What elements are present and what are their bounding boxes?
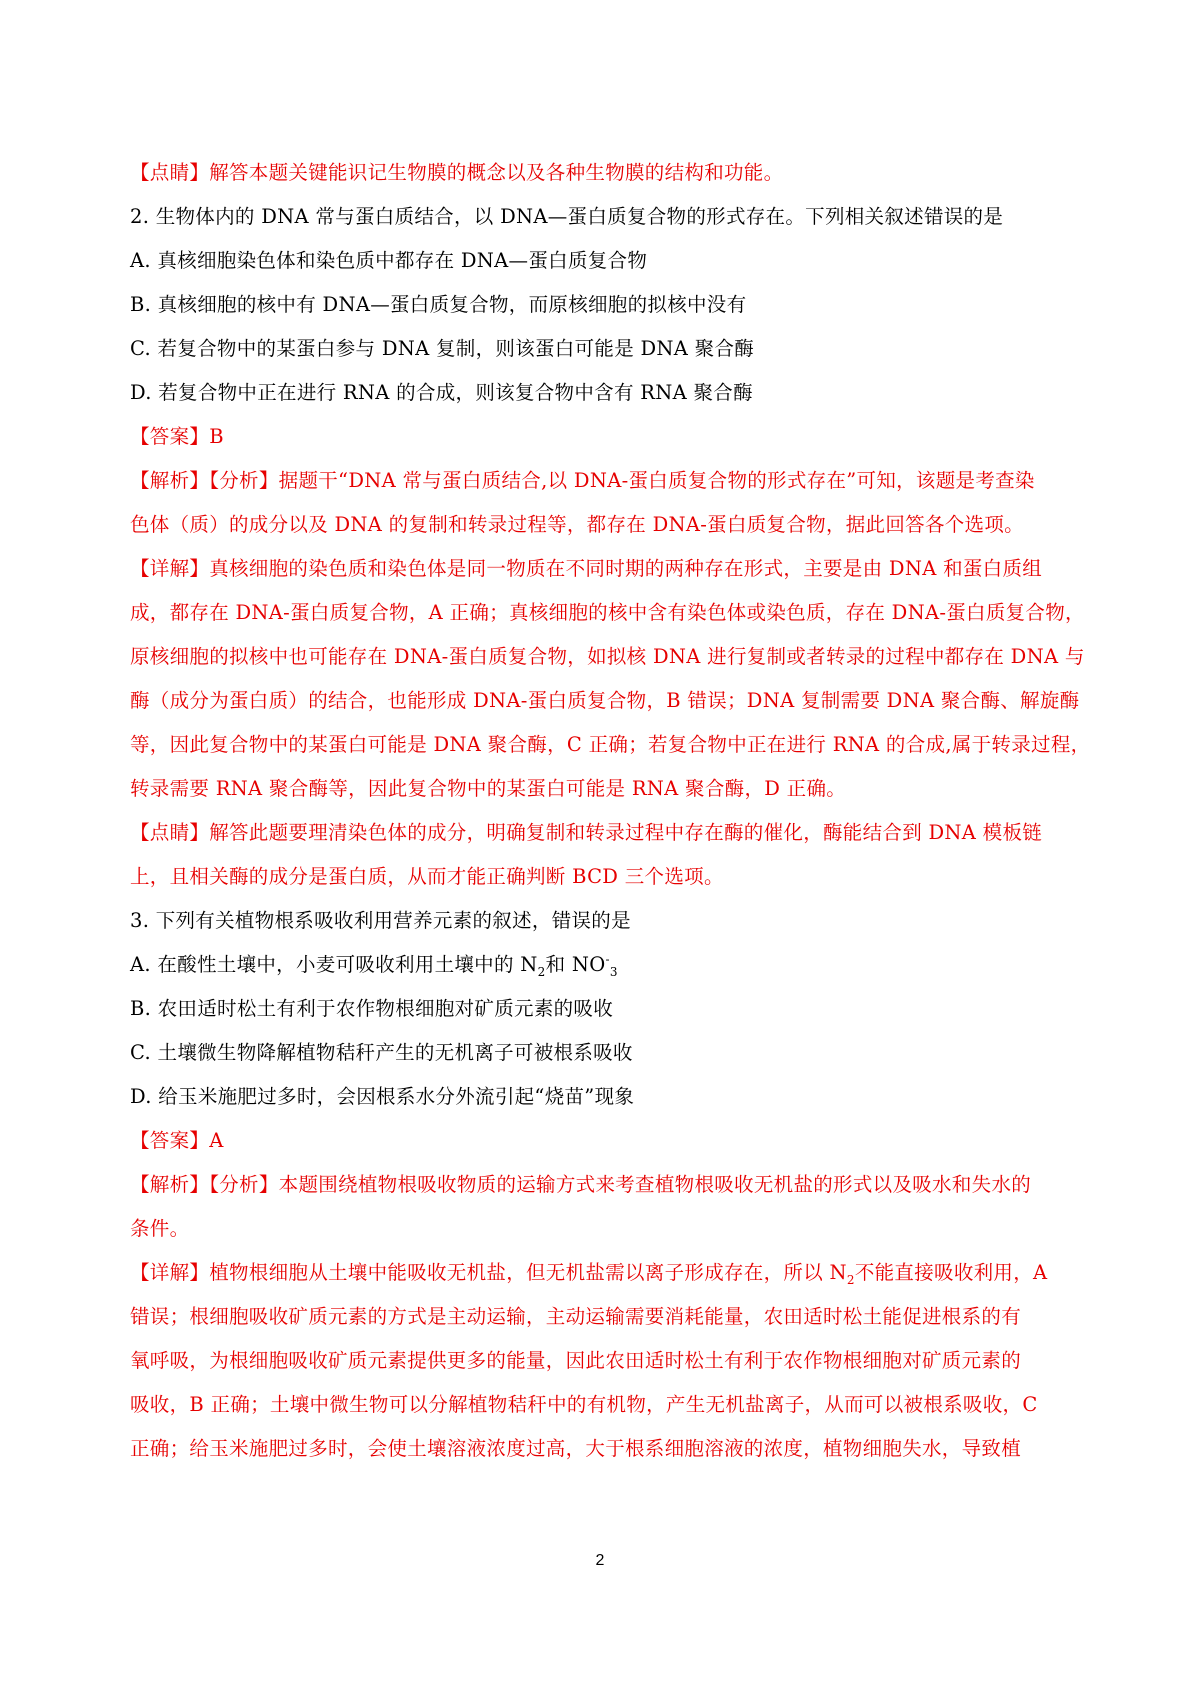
q2-detail-line: 【详解】真核细胞的染色质和染色体是同一物质在不同时期的两种存在形式，主要是由 DNA 和蛋白质组 <box>130 557 1043 580</box>
q3-detail-line: 吸收，B 正确；土壤中微生物可以分解植物秸秆中的有机物，产生无机盐离子，从而可以被根系吸收，C <box>130 1393 1038 1416</box>
q3-analysis-line: 【解析】【分析】本题围绕植物根吸收物质的运输方式来考查植物根吸收无机盐的形式以及吸水和失水的 <box>130 1173 1032 1196</box>
q3-option-c: C. 土壤微生物降解植物秸秆产生的无机离子可被根系吸收 <box>130 1041 633 1064</box>
q3-detail-line: 错误；根细胞吸收矿质元素的方式是主动运输，主动运输需要消耗能量，农田适时松土能促进根系的有 <box>130 1305 1022 1328</box>
q2-detail-line: 转录需要 RNA 聚合酶等，因此复合物中的某蛋白可能是 RNA 聚合酶，D 正确。 <box>130 777 847 800</box>
q2-stem: 2. 生物体内的 DNA 常与蛋白质结合，以 DNA—蛋白质复合物的形式存在。下列相关叙述错误的是 <box>130 205 1004 228</box>
q2-detail-line: 等，因此复合物中的某蛋白可能是 DNA 聚合酶，C 正确；若复合物中正在进行 RNA 的合成,属于转录过程， <box>130 733 1091 756</box>
q2-analysis-line: 【解析】【分析】据题干“DNA 常与蛋白质结合,以 DNA-蛋白质复合物的形式存在”可知，该题是考查染 <box>130 469 1035 492</box>
page-number: 2 <box>595 1552 605 1569</box>
q1-dianjing: 【点睛】解答本题关键能识记生物膜的概念以及各种生物膜的结构和功能。 <box>130 161 784 184</box>
q3-option-d: D. 给玉米施肥过多时，会因根系水分外流引起“烧苗”现象 <box>130 1085 635 1108</box>
q3-answer: 【答案】A <box>130 1129 224 1152</box>
q3-option-b: B. 农田适时松土有利于农作物根细胞对矿质元素的吸收 <box>130 997 614 1020</box>
q2-option-d: D. 若复合物中正在进行 RNA 的合成，则该复合物中含有 RNA 聚合酶 <box>130 381 753 404</box>
q2-option-a: A. 真核细胞染色体和染色质中都存在 DNA—蛋白质复合物 <box>130 249 648 272</box>
q2-detail-line: 原核细胞的拟核中也可能存在 DNA-蛋白质复合物，如拟核 DNA 进行复制或者转录的过程中都存在 DNA 与 <box>130 645 1085 668</box>
q2-analysis-line: 色体（质）的成分以及 DNA 的复制和转录过程等，都存在 DNA-蛋白质复合物，据此回答各个选项。 <box>130 513 1024 536</box>
q2-detail-line: 成，都存在 DNA-蛋白质复合物，A 正确；真核细胞的核中含有染色体或染色质，存在 DNA-蛋白质复合物， <box>130 601 1085 624</box>
q3-detail-line: 氧呼吸，为根细胞吸收矿质元素提供更多的能量，因此农田适时松土有利于农作物根细胞对矿质元素的 <box>130 1349 1022 1372</box>
q3-detail-line: 正确；给玉米施肥过多时，会使土壤溶液浓度过高，大于根系细胞溶液的浓度，植物细胞失水，导致植 <box>130 1437 1022 1460</box>
q2-dianjing-line: 【点睛】解答此题要理清染色体的成分，明确复制和转录过程中存在酶的催化，酶能结合到 DNA 模板链 <box>130 821 1043 844</box>
q2-option-b: B. 真核细胞的核中有 DNA—蛋白质复合物，而原核细胞的拟核中没有 <box>130 293 747 316</box>
q2-option-c: C. 若复合物中的某蛋白参与 DNA 复制，则该蛋白可能是 DNA 聚合酶 <box>130 337 755 360</box>
q2-answer: 【答案】B <box>130 425 224 448</box>
q2-detail-line: 酶（成分为蛋白质）的结合，也能形成 DNA-蛋白质复合物，B 错误；DNA 复制需要 DNA 聚合酶、解旋酶 <box>130 689 1080 712</box>
q3-stem: 3. 下列有关植物根系吸收利用营养元素的叙述，错误的是 <box>130 909 631 932</box>
q2-dianjing-line: 上，且相关酶的成分是蛋白质，从而才能正确判断 BCD 三个选项。 <box>130 865 724 888</box>
q3-detail-first-line: 【详解】植物根细胞从土壤中能吸收无机盐，但无机盐需以离子形成存在，所以 $N_2$不能直接吸收利用，A <box>130 1261 1048 1287</box>
q3-analysis-line: 条件。 <box>130 1217 190 1240</box>
q3-option-a: A. 在酸性土壤中，小麦可吸收利用土壤中的 $N_2$和 $NO^-_3$ <box>130 952 618 979</box>
